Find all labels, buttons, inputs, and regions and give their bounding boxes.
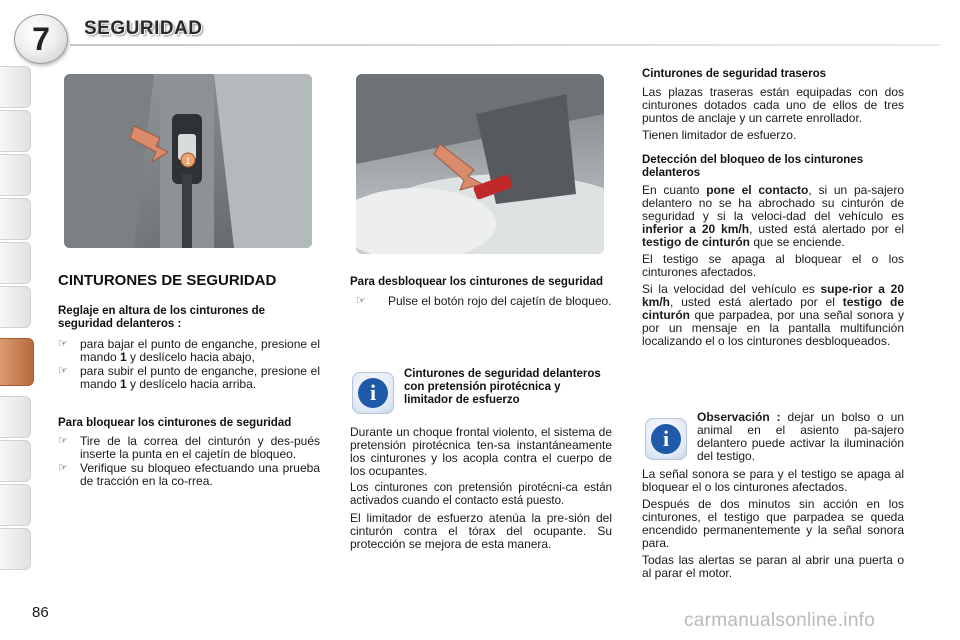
header-divider [70,44,940,46]
chapter-tab-8[interactable] [0,396,31,438]
chapter-tabs [0,66,36,576]
pretension-para-2: Los cinturones con pretensión pirotécni-ca están activados cuando el contacto está puesto. [350,482,612,507]
lock-heading: Para bloquear los cinturones de seguridad [58,417,292,429]
chapter-tab-4[interactable] [0,198,31,240]
pretension-heading: Cinturones de seguridad delanteros con pretensión pirotécnica y limitador de esfuerzo [404,368,601,406]
seatbelt-height-adjuster-photo [64,74,312,248]
observation-para-3: Todas las alertas se paran al abrir una puerta o al parar el motor. [642,553,904,580]
detection-para-1: En cuanto pone el contacto, si un pa-sajero delantero no se ha abrochado su cinturón de seguridad y si la veloci-dad del vehículo es inferior a 20 km/h, usted está alertado por el testigo de cinturón que se enciende. [642,183,904,249]
pointing-hand-icon: ☞ [58,338,68,350]
callout-1-label: 1 [185,156,191,166]
detection-para-3: Si la velocidad del vehículo es supe-rior a 20 km/h, usted está alertado por el testigo de cinturón que parpadea, por una señal sonora y por un mensaje en la pantalla multifunción localizando el o los cinturones desbloqueados. [642,282,904,348]
seatbelt-buckle-photo [356,74,604,254]
observation-para-1: La señal sonora se para y el testigo se apaga al bloquear el o los cinturones afectados. [642,467,904,494]
chapter-tab-7-active[interactable] [0,338,34,386]
unlock-item: ☞ Pulse el botón rojo del cajetín de bloqueo. [356,294,612,308]
detection-para-2: El testigo se apaga al bloquear el o los cinturones afectados. [642,252,904,279]
height-item-down: ☞ para bajar el punto de enganche, presione el mando 1 y deslícelo hacia abajo, [58,337,320,364]
height-item-up: ☞ para subir el punto de enganche, presione el mando 1 y deslícelo hacia arriba. [58,364,320,391]
section-title: CINTURONES DE SEGURIDAD [58,272,277,289]
chapter-title: SEGURIDAD [84,18,203,39]
observation-para-2: Después de dos minutos sin acción en los cinturones, el testigo que parpadea se queda encendido permanentemente y la señal sonora para. [642,497,904,550]
info-icon: i [352,372,394,414]
observation-note: Observación : dejar un bolso o un animal en el asiento pa-sajero delantero puede activar la iluminación del testigo. [697,410,904,463]
rear-belts-para-2: Tienen limitador de esfuerzo. [642,128,797,142]
watermark: carmanualsonline.info [684,610,876,631]
height-adjust-heading: Reglaje en altura de los cinturones de seguridad delanteros : [58,305,266,330]
chapter-tab-10[interactable] [0,484,31,526]
lock-item-insert: ☞ Tire de la correa del cinturón y des-pués inserte la punta en el cajetín de bloqueo. [58,434,320,461]
pointing-hand-icon: ☞ [356,295,366,307]
unlock-heading: Para desbloquear los cinturones de seguridad [350,276,604,288]
chapter-tab-11[interactable] [0,528,31,570]
page-number: 86 [32,604,49,621]
chapter-tab-3[interactable] [0,154,31,196]
chapter-tab-5[interactable] [0,242,31,284]
pretension-para-3: El limitador de esfuerzo atenúa la pre-sión del cinturón contra el tórax del ocupante. Su protección se mejora de esta manera. [350,511,612,551]
chapter-number-badge: 7 [14,14,68,64]
pointing-hand-icon: ☞ [58,462,68,474]
lock-item-verify: ☞ Verifique su bloqueo efectuando una prueba de tracción en la co-rrea. [58,461,320,488]
rear-belts-heading: Cinturones de seguridad traseros [642,68,827,80]
pointing-hand-icon: ☞ [58,435,68,447]
chapter-tab-1[interactable] [0,66,31,108]
pointing-hand-icon: ☞ [58,365,68,377]
chapter-tab-9[interactable] [0,440,31,482]
rear-belts-para-1: Las plazas traseras están equipadas con dos cinturones dotados cada uno de ellos de tres puntos de anclaje y un carrete enrollador. [642,85,904,125]
pretension-para-1: Durante un choque frontal violento, el sistema de pretensión pirotécnica ten-sa instantáneamente los cinturones y los acopla contra el cuerpo de los ocupantes. [350,425,612,478]
detection-heading: Detección del bloqueo de los cinturones delanteros [642,154,864,179]
chapter-tab-6[interactable] [0,286,31,328]
chapter-tab-2[interactable] [0,110,31,152]
info-icon: i [645,418,687,460]
